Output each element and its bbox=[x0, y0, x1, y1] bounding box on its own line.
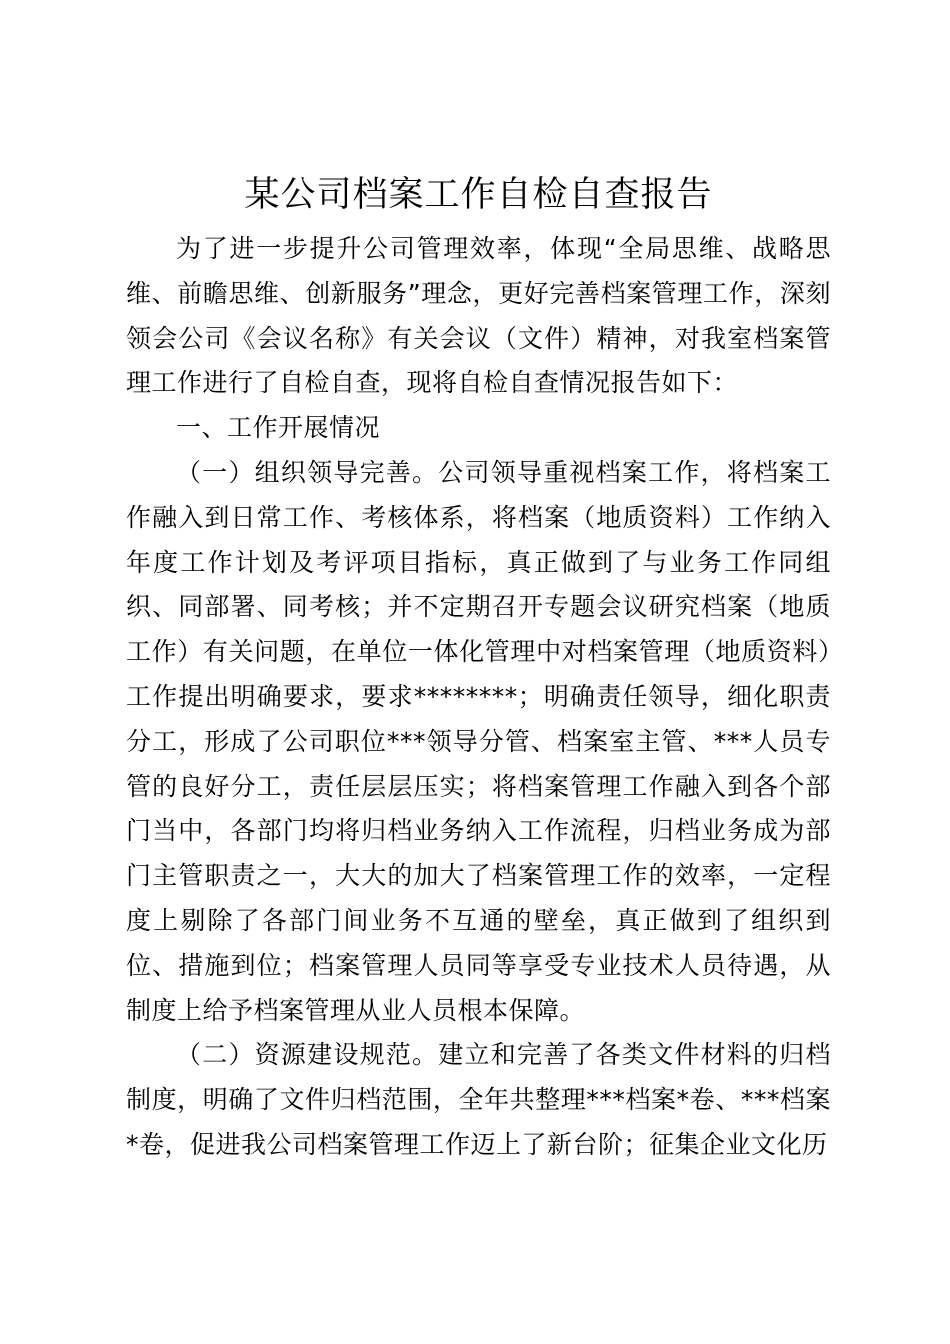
document-title: 某公司档案工作自检自查报告 bbox=[244, 175, 713, 215]
section-heading-work-status: 一、工作开展情况 bbox=[176, 413, 381, 443]
document-page bbox=[126, 170, 831, 1168]
subsection-organization-leadership: （一）组织领导完善。公司领导重视档案工作，将档案工作融入到日常工作、考核体系，将档案（地质资料）工作纳入年度工作计划及考评项目指标，真正做到了与业务工作同组织、同部署、同考核；并不定期召开专题会议研究档案（地质工作）有关问题，在单位一体化管理中对档案管理（地质资料）工作提出明确要求，要求********；明确责任领导，细化职责分工，形成了公司职位***领导分管、档案室主管、***人员专管的良好分工，责任层层压实；将档案管理工作融入到各个部门当中，各部门均将归档业务纳入工作流程，归档业务成为部门主管职责之一，大大的加大了档案管理工作的效率，一定程度上剔除了各部门间业务不互通的壁垒，真正做到了组织到位、措施到位；档案管理人员同等享受专业技术人员待遇，从制度上给予档案管理从业人员根本保障。 bbox=[126, 457, 831, 1025]
intro-paragraph: 为了进一步提升公司管理效率，体现“全局思维、战略思维、前瞻思维、创新服务”理念，更好完善档案管理工作，深刻领会公司《会议名称》有关会议（文件）精神，对我室档案管理工作进行了自检自查，现将自检自查情况报告如下： bbox=[126, 234, 831, 398]
subsection-resource-construction: （二）资源建设规范。建立和完善了各类文件材料的归档制度，明确了文件归档范围，全年共整理***档案*卷、***档案*卷，促进我公司档案管理工作迈上了新台阶；征集企业文化历 bbox=[126, 1040, 831, 1159]
